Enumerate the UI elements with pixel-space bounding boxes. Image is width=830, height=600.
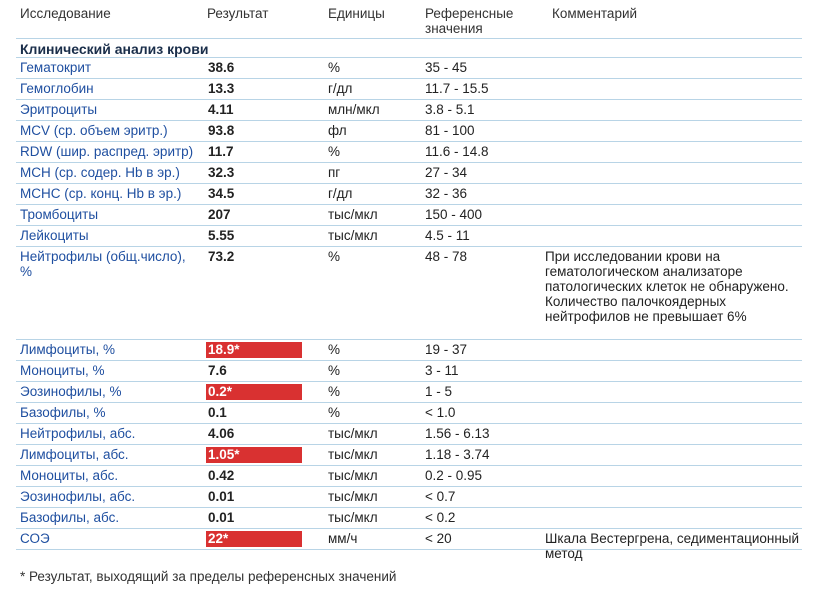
test-name: Моноциты, % bbox=[20, 363, 105, 378]
result-value-abnormal: 1.05* bbox=[206, 447, 302, 463]
reference-range: 11.7 - 15.5 bbox=[425, 81, 489, 96]
unit: тыс/мкл bbox=[328, 510, 378, 525]
reference-range: < 20 bbox=[425, 531, 452, 546]
result-value-abnormal: 0.2* bbox=[206, 384, 302, 400]
reference-range: 1.18 - 3.74 bbox=[425, 447, 490, 462]
reference-range: 81 - 100 bbox=[425, 123, 475, 138]
table-header bbox=[0, 6, 830, 40]
result-value: 32.3 bbox=[208, 165, 235, 180]
unit: мм/ч bbox=[328, 531, 358, 546]
unit: % bbox=[328, 144, 341, 159]
test-name: Эозинофилы, % bbox=[20, 384, 122, 399]
unit: % bbox=[328, 384, 341, 399]
table-row bbox=[16, 424, 802, 445]
unit: г/дл bbox=[328, 81, 353, 96]
result-value: 13.3 bbox=[208, 81, 235, 96]
table-row bbox=[16, 403, 802, 424]
comment: Шкала Вестергрена, седиментационный метод bbox=[545, 531, 800, 561]
unit: пг bbox=[328, 165, 341, 180]
unit: тыс/мкл bbox=[328, 489, 378, 504]
unit: % bbox=[328, 363, 341, 378]
unit: млн/мкл bbox=[328, 102, 380, 117]
test-name: Базофилы, абс. bbox=[20, 510, 120, 525]
result-value: 34.5 bbox=[208, 186, 235, 201]
reference-range: 3.8 - 5.1 bbox=[425, 102, 475, 117]
reference-range: < 0.2 bbox=[425, 510, 456, 525]
unit: % bbox=[328, 249, 341, 264]
table-row bbox=[16, 163, 802, 184]
header-reference: Референсные значения bbox=[425, 6, 514, 36]
table-row bbox=[16, 361, 802, 382]
result-value: 4.06 bbox=[208, 426, 235, 441]
reference-range: 1 - 5 bbox=[425, 384, 453, 399]
test-name: Нейтрофилы (общ.число), % bbox=[20, 249, 186, 279]
unit: тыс/мкл bbox=[328, 468, 378, 483]
test-name: Лейкоциты bbox=[20, 228, 89, 243]
result-value: 207 bbox=[208, 207, 231, 222]
test-name: Гемоглобин bbox=[20, 81, 94, 96]
result-value: 5.55 bbox=[208, 228, 235, 243]
result-value: 11.7 bbox=[208, 144, 234, 159]
section-title: Клинический анализ крови bbox=[16, 38, 802, 58]
result-value-abnormal: 22* bbox=[206, 531, 302, 547]
test-name: MCHC (ср. конц. Hb в эр.) bbox=[20, 186, 182, 201]
unit: г/дл bbox=[328, 186, 353, 201]
test-name: Нейтрофилы, абс. bbox=[20, 426, 136, 441]
result-value: 0.01 bbox=[208, 489, 235, 504]
reference-range: 1.56 - 6.13 bbox=[425, 426, 490, 441]
table-row bbox=[16, 466, 802, 487]
table-row bbox=[16, 382, 802, 403]
header-result: Результат bbox=[207, 6, 269, 21]
test-name: СОЭ bbox=[20, 531, 50, 546]
result-value: 73.2 bbox=[208, 249, 235, 264]
test-name: Базофилы, % bbox=[20, 405, 106, 420]
reference-range: 32 - 36 bbox=[425, 186, 468, 201]
reference-range: 0.2 - 0.95 bbox=[425, 468, 483, 483]
table-row bbox=[16, 487, 802, 508]
table-row bbox=[16, 100, 802, 121]
reference-range: < 0.7 bbox=[425, 489, 456, 504]
table-row bbox=[16, 226, 802, 247]
result-value: 4.11 bbox=[208, 102, 234, 117]
result-value: 0.1 bbox=[208, 405, 227, 420]
header-test: Исследование bbox=[20, 6, 111, 21]
test-name: Тромбоциты bbox=[20, 207, 99, 222]
result-value: 7.6 bbox=[208, 363, 227, 378]
results-table bbox=[16, 58, 802, 561]
reference-range: 4.5 - 11 bbox=[425, 228, 470, 243]
test-name: RDW (шир. распред. эритр) bbox=[20, 144, 194, 159]
reference-range: 27 - 34 bbox=[425, 165, 468, 180]
result-value: 0.01 bbox=[208, 510, 235, 525]
unit: % bbox=[328, 60, 341, 75]
table-row bbox=[16, 79, 802, 100]
test-name: Гематокрит bbox=[20, 60, 92, 75]
reference-range: < 1.0 bbox=[425, 405, 456, 420]
table-row bbox=[16, 508, 802, 529]
test-name: MCV (ср. объем эритр.) bbox=[20, 123, 168, 138]
unit: тыс/мкл bbox=[328, 207, 378, 222]
unit: тыс/мкл bbox=[328, 447, 378, 462]
reference-range: 3 - 11 bbox=[425, 363, 459, 378]
table-row bbox=[16, 142, 802, 163]
reference-range: 150 - 400 bbox=[425, 207, 483, 222]
reference-range: 35 - 45 bbox=[425, 60, 468, 75]
reference-range: 11.6 - 14.8 bbox=[425, 144, 489, 159]
header-comment: Комментарий bbox=[552, 6, 638, 21]
table-row bbox=[16, 445, 802, 466]
unit: % bbox=[328, 405, 341, 420]
table-row bbox=[16, 340, 802, 361]
header-units: Единицы bbox=[328, 6, 385, 21]
unit: фл bbox=[328, 123, 347, 138]
table-row bbox=[16, 58, 802, 79]
result-value: 93.8 bbox=[208, 123, 235, 138]
unit: тыс/мкл bbox=[328, 228, 378, 243]
table-row bbox=[16, 205, 802, 226]
table-row bbox=[16, 184, 802, 205]
table-row bbox=[16, 121, 802, 142]
test-name: Моноциты, абс. bbox=[20, 468, 119, 483]
comment: При исследовании крови на гематологическом анализаторе патологических клеток не обнаружено. Количество палочкоядерных нейтрофилов не превышает 6% bbox=[545, 249, 789, 324]
test-name: Лимфоциты, абс. bbox=[20, 447, 129, 462]
result-value: 38.6 bbox=[208, 60, 235, 75]
test-name: Эритроциты bbox=[20, 102, 98, 117]
footnote: * Результат, выходящий за пределы референсных значений bbox=[20, 569, 397, 584]
unit: % bbox=[328, 342, 341, 357]
test-name: Эозинофилы, абс. bbox=[20, 489, 136, 504]
result-value: 0.42 bbox=[208, 468, 235, 483]
reference-range: 19 - 37 bbox=[425, 342, 468, 357]
unit: тыс/мкл bbox=[328, 426, 378, 441]
result-value-abnormal: 18.9* bbox=[206, 342, 302, 358]
table-row bbox=[16, 529, 802, 561]
reference-range: 48 - 78 bbox=[425, 249, 468, 264]
table-row bbox=[16, 247, 802, 340]
test-name: MCH (ср. содер. Hb в эр.) bbox=[20, 165, 180, 180]
test-name: Лимфоциты, % bbox=[20, 342, 115, 357]
